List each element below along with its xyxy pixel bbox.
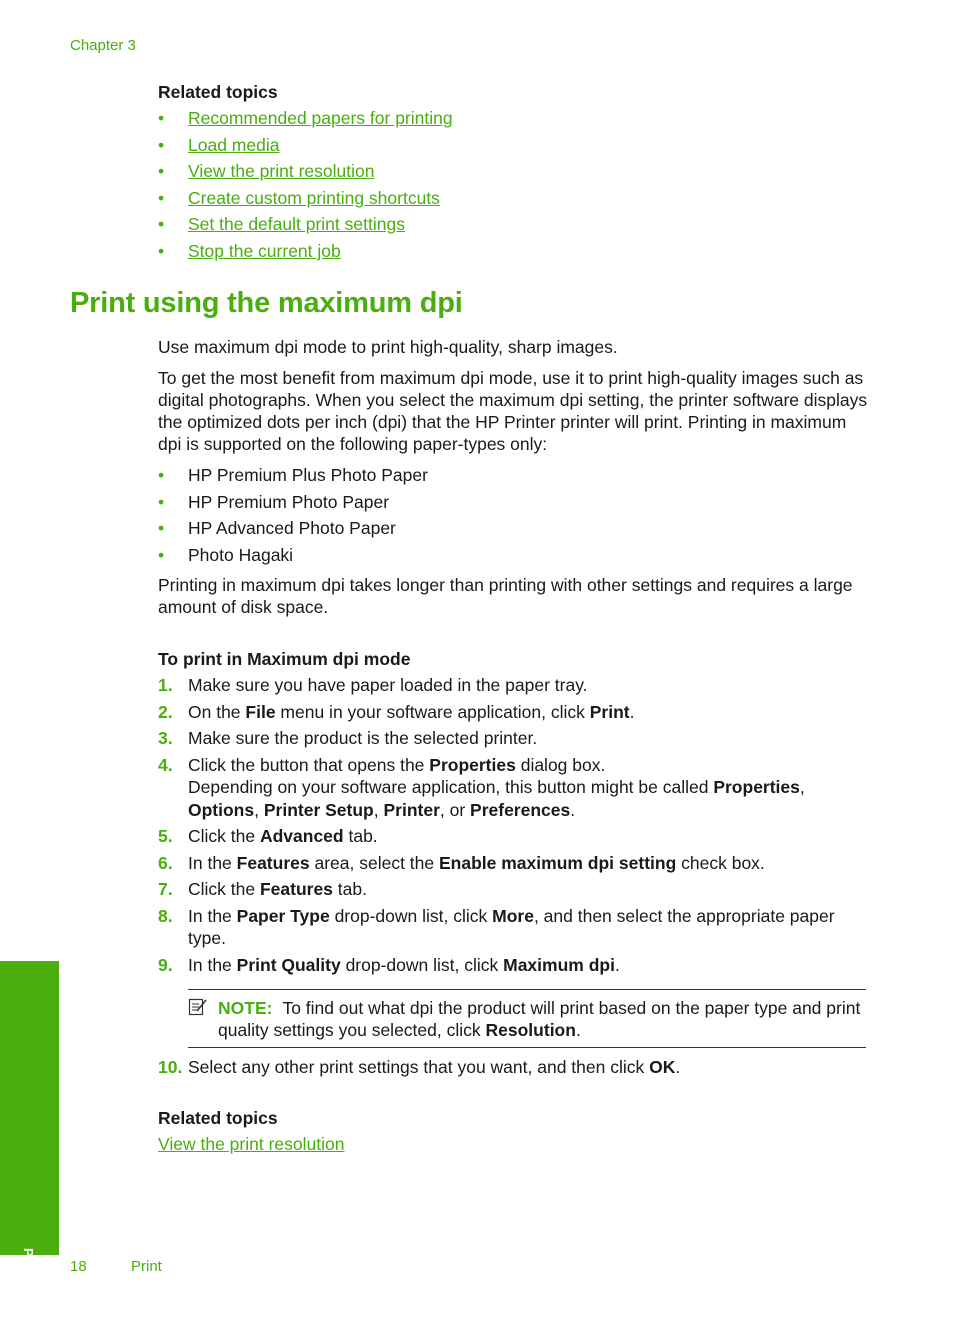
- step-number: 5.: [158, 826, 173, 846]
- benefit-paragraph: To get the most benefit from maximum dpi mode, use it to print high-quality images such as digital photographs. When you select the maximum dpi setting, the printer software displays the optimized dots per inch (dpi) that the HP Printer printer will print. Printing in maximum dpi is supported on the following paper-types only:: [158, 368, 868, 454]
- link-view-print-resolution[interactable]: View the print resolution: [188, 161, 375, 182]
- bullet-icon: •: [158, 161, 165, 182]
- link-load-media[interactable]: Load media: [188, 134, 280, 155]
- step-text: Make sure you have paper loaded in the paper tray.: [188, 675, 588, 695]
- paper-type-item: [158, 515, 868, 542]
- step-number: 9.: [158, 954, 173, 975]
- related-link-item: [158, 105, 868, 132]
- bullet-icon: •: [158, 108, 165, 128]
- procedure-step: [158, 878, 868, 901]
- bullet-icon: •: [158, 134, 165, 155]
- side-tab-label: Print: [21, 1248, 36, 1281]
- procedure: [158, 648, 868, 980]
- procedure-step: [158, 825, 868, 848]
- step-number: 1.: [158, 675, 173, 695]
- step-10-bold: OK: [649, 1057, 676, 1077]
- page-number: 18: [70, 1258, 87, 1275]
- bullet-icon: •: [158, 214, 165, 235]
- bullet-icon: •: [158, 491, 165, 512]
- procedure-step: [158, 954, 868, 977]
- chapter-header: Chapter 3: [70, 37, 136, 54]
- paper-type-item: [158, 489, 868, 516]
- note-body: To find out what dpi the product will print based on the paper type and print quality settings you selected, click: [218, 998, 861, 1040]
- procedure-step: [158, 701, 868, 724]
- step-number: 10.: [158, 1057, 183, 1077]
- side-tab: [0, 961, 59, 1255]
- step-text: In the Paper Type drop-down list, click More, and then select the appropriate paper type.: [188, 905, 835, 948]
- procedure-step: [158, 754, 868, 822]
- note-bold: Resolution: [485, 1020, 576, 1040]
- step-text: In the Features area, select the Enable maximum dpi setting check box.: [188, 852, 765, 873]
- step-number: 6.: [158, 852, 173, 873]
- step-number: 2.: [158, 701, 173, 722]
- paper-type-item: [158, 462, 868, 489]
- footer-section: Print: [131, 1258, 162, 1275]
- note-box: [188, 989, 866, 1048]
- paper-types-list: [158, 462, 868, 568]
- bullet-icon: •: [158, 465, 165, 485]
- paper-type-item: [158, 542, 868, 569]
- step-text: On the File menu in your software application, click Print.: [188, 701, 635, 722]
- procedure-step: [158, 674, 868, 697]
- page-title: Print using the maximum dpi: [70, 287, 463, 319]
- related-link-item: [158, 185, 868, 212]
- link-view-print-resolution[interactable]: View the print resolution: [158, 1134, 345, 1154]
- note-icon: [188, 997, 208, 1017]
- procedure-step: [158, 852, 868, 875]
- step-number: 4.: [158, 754, 173, 775]
- related-topics-heading: Related topics: [158, 1108, 278, 1128]
- link-create-shortcuts[interactable]: Create custom printing shortcuts: [188, 187, 440, 208]
- link-default-print-settings[interactable]: Set the default print settings: [188, 214, 405, 235]
- intro-paragraph: Use maximum dpi mode to print high-quality, sharp images.: [158, 337, 618, 357]
- step-text: Click the button that opens the Properties dialog box. Depending on your software application, this button might be called Properties, Options, Printer Setup, Printer, or Preferences.: [188, 754, 805, 820]
- link-stop-current-job[interactable]: Stop the current job: [188, 240, 341, 261]
- step-text: Click the Features tab.: [188, 879, 367, 899]
- procedure-steps: [158, 674, 868, 976]
- related-topics-heading: Related topics: [158, 82, 278, 102]
- related-links-list: [158, 105, 868, 265]
- step-number: 3.: [158, 728, 173, 748]
- step-number: 7.: [158, 879, 173, 899]
- step-10-text: Select any other print settings that you want, and then click: [188, 1057, 645, 1077]
- step-text: In the Print Quality drop-down list, click Maximum dpi.: [188, 954, 620, 975]
- related-link-item: [158, 132, 868, 159]
- related-link-item: [158, 238, 868, 265]
- section-body: [158, 336, 868, 618]
- related-link-item: [158, 158, 868, 185]
- procedure-step: [158, 905, 868, 950]
- bullet-icon: •: [158, 544, 165, 565]
- disk-space-paragraph: Printing in maximum dpi takes longer than printing with other settings and requires a large amount of disk space.: [158, 575, 853, 617]
- note-label: NOTE:: [218, 998, 273, 1018]
- paper-type-label: HP Premium Photo Paper: [188, 491, 390, 512]
- link-recommended-papers[interactable]: Recommended papers for printing: [188, 108, 453, 128]
- bullet-icon: •: [158, 187, 165, 208]
- bullet-icon: •: [158, 518, 165, 538]
- paper-type-label: Photo Hagaki: [188, 544, 294, 565]
- note-text: NOTE: To find out what dpi the product will print based on the paper type and print quality settings you selected, click Resolution.: [218, 998, 861, 1040]
- procedure-heading: To print in Maximum dpi mode: [158, 649, 411, 669]
- related-topics-bottom: [158, 1107, 868, 1155]
- step-10: 10. Select any other print settings that you want, and then click OK.: [158, 1057, 681, 1077]
- step-text: Make sure the product is the selected printer.: [188, 728, 538, 748]
- related-topics-top: [158, 81, 868, 265]
- step-text: Click the Advanced tab.: [188, 826, 378, 846]
- paper-type-label: HP Premium Plus Photo Paper: [188, 465, 428, 485]
- bullet-icon: •: [158, 240, 165, 261]
- paper-type-label: HP Advanced Photo Paper: [188, 518, 396, 538]
- related-link-item: [158, 211, 868, 238]
- step-number: 8.: [158, 905, 173, 926]
- procedure-step: [158, 727, 868, 750]
